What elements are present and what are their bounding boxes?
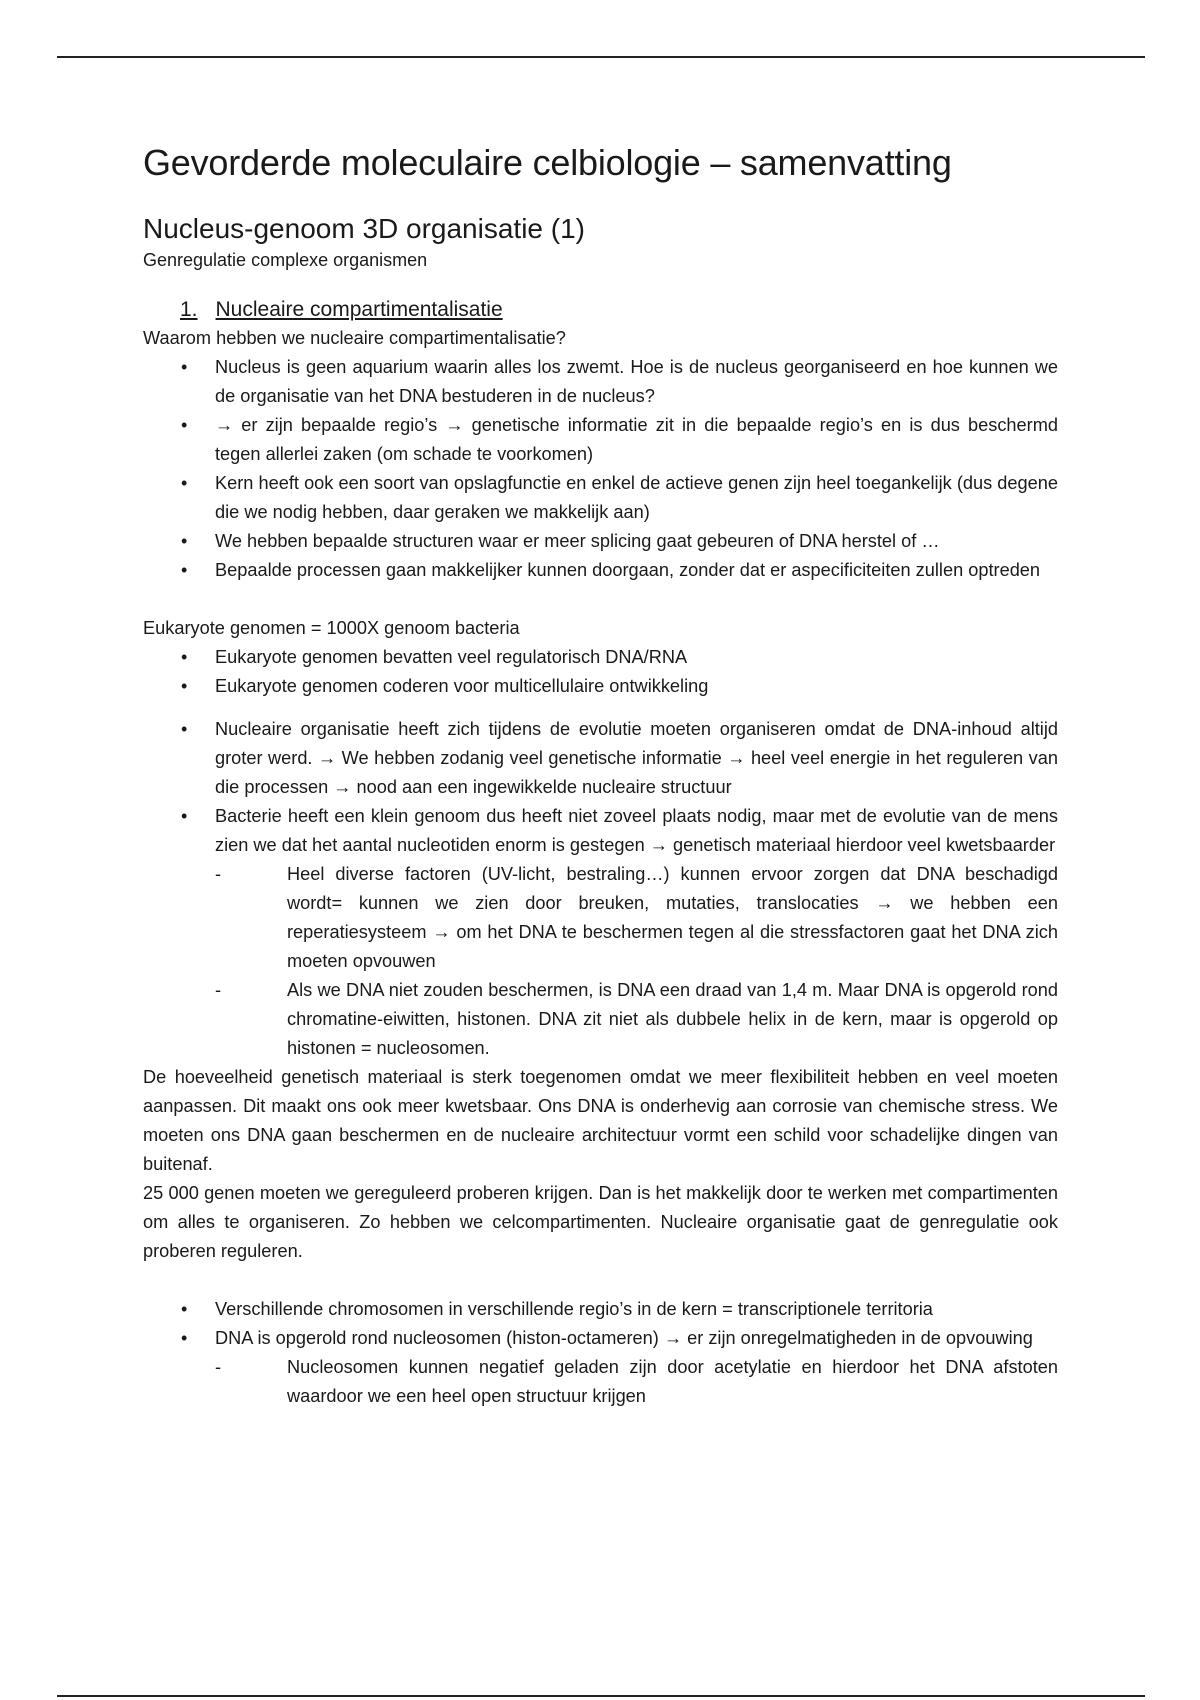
document-body: [143, 140, 1058, 1411]
list-item: • Bepaalde processen gaan makkelijker kunnen doorgaan, zonder dat er aspecificiteiten zullen optreden: [143, 556, 1058, 585]
list-item-text: DNA is opgerold rond nucleosomen (histon-octameren) → er zijn onregelmatigheden in de opvouwing: [215, 1328, 1033, 1348]
bottom-rule: [57, 1695, 1145, 1697]
subsection-title: Nucleaire compartimentalisatie: [215, 298, 503, 321]
list-item: • → er zijn bepaalde regio’s → genetische informatie zit in die bepaalde regio’s en is dus beschermd tegen allerlei zaken (om schade te voorkomen): [143, 411, 1058, 469]
list-item: • Nucleaire organisatie heeft zich tijdens de evolutie moeten organiseren omdat de DNA-inhoud altijd groter werd. → We hebben zodanig veel genetische informatie → heel veel energie in het reguleren van die processen → nood aan een ingewikkelde nucleaire structuur: [143, 715, 1058, 802]
bullet-list-chromosomes: [143, 1295, 1058, 1411]
bullet-list-evolution: [143, 715, 1058, 1063]
list-item: • We hebben bepaalde structuren waar er meer splicing gaat gebeuren of DNA herstel of …: [143, 527, 1058, 556]
document-title: Gevorderde moleculaire celbiologie – samenvatting: [143, 142, 952, 183]
dash-list-nucleosomes: [215, 1353, 1058, 1411]
list-item: - Nucleosomen kunnen negatief geladen zijn door acetylatie en hierdoor het DNA afstoten waardoor we een heel open structuur krijgen: [215, 1353, 1058, 1411]
list-item: • Kern heeft ook een soort van opslagfunctie en enkel de actieve genen zijn heel toegankelijk (dus degene die we nodig hebben, daar geraken we makkelijk aan): [143, 469, 1058, 527]
subsection-heading: [180, 296, 1058, 324]
list-item-text: Bacterie heeft een klein genoom dus heeft niet zoveel plaats nodig, maar met de evolutie van de mens zien we dat het aantal nucleotiden enorm is gestegen → genetisch materiaal hierdoor veel kwetsbaarder: [215, 806, 1058, 855]
list-item: • Verschillende chromosomen in verschillende regio’s in de kern = transcriptionele territoria: [143, 1295, 1058, 1324]
list-item: [143, 802, 1058, 1063]
section-subtitle: Genregulatie complexe organismen: [143, 250, 428, 270]
top-rule: [57, 56, 1145, 58]
eukaryote-line: Eukaryote genomen = 1000X genoom bacteria: [143, 618, 520, 638]
paragraph-genetic-material: De hoeveelheid genetisch materiaal is sterk toegenomen omdat we meer flexibiliteit hebben en veel moeten aanpassen. Dit maakt ons ook meer kwetsbaar. Ons DNA is onderhevig aan corrosie van chemische stress. We moeten ons DNA gaan beschermen en de nucleaire architectuur vormt een schild voor schadelijke dingen van buitenaf.: [143, 1067, 1058, 1174]
subsection-number: 1.: [180, 298, 198, 321]
list-item: [143, 1324, 1058, 1411]
list-item: • Nucleus is geen aquarium waarin alles los zwemt. Hoe is de nucleus georganiseerd en hoe kunnen we de organisatie van het DNA bestuderen in de nucleus?: [143, 353, 1058, 411]
bullet-list-eukaryote: [143, 643, 1058, 701]
list-item: - Als we DNA niet zouden beschermen, is DNA een draad van 1,4 m. Maar DNA is opgerold rond chromatine-eiwitten, histonen. DNA zit niet als dubbele helix in de kern, maar is opgerold op histonen = nucleosomen.: [215, 976, 1058, 1063]
list-item: • Eukaryote genomen bevatten veel regulatorisch DNA/RNA: [143, 643, 1058, 672]
section-title: Nucleus-genoom 3D organisatie (1): [143, 213, 585, 244]
dash-list-protection: [215, 860, 1058, 1063]
bullet-list-reasons: [143, 353, 1058, 585]
question-line: Waarom hebben we nucleaire compartimentalisatie?: [143, 328, 566, 348]
list-item: • Eukaryote genomen coderen voor multicellulaire ontwikkeling: [143, 672, 1058, 701]
paragraph-genes: 25 000 genen moeten we gereguleerd proberen krijgen. Dan is het makkelijk door te werken met compartimenten om alles te organiseren. Zo hebben we celcompartimenten. Nucleaire organisatie gaat de genregulatie ook proberen reguleren.: [143, 1183, 1058, 1261]
list-item: - Heel diverse factoren (UV-licht, bestraling…) kunnen ervoor zorgen dat DNA beschadigd wordt= kunnen we zien door breuken, mutaties, translocaties → we hebben een reperatiesysteem → om het DNA te beschermen tegen al die stressfactoren gaat het DNA zich moeten opvouwen: [215, 860, 1058, 976]
